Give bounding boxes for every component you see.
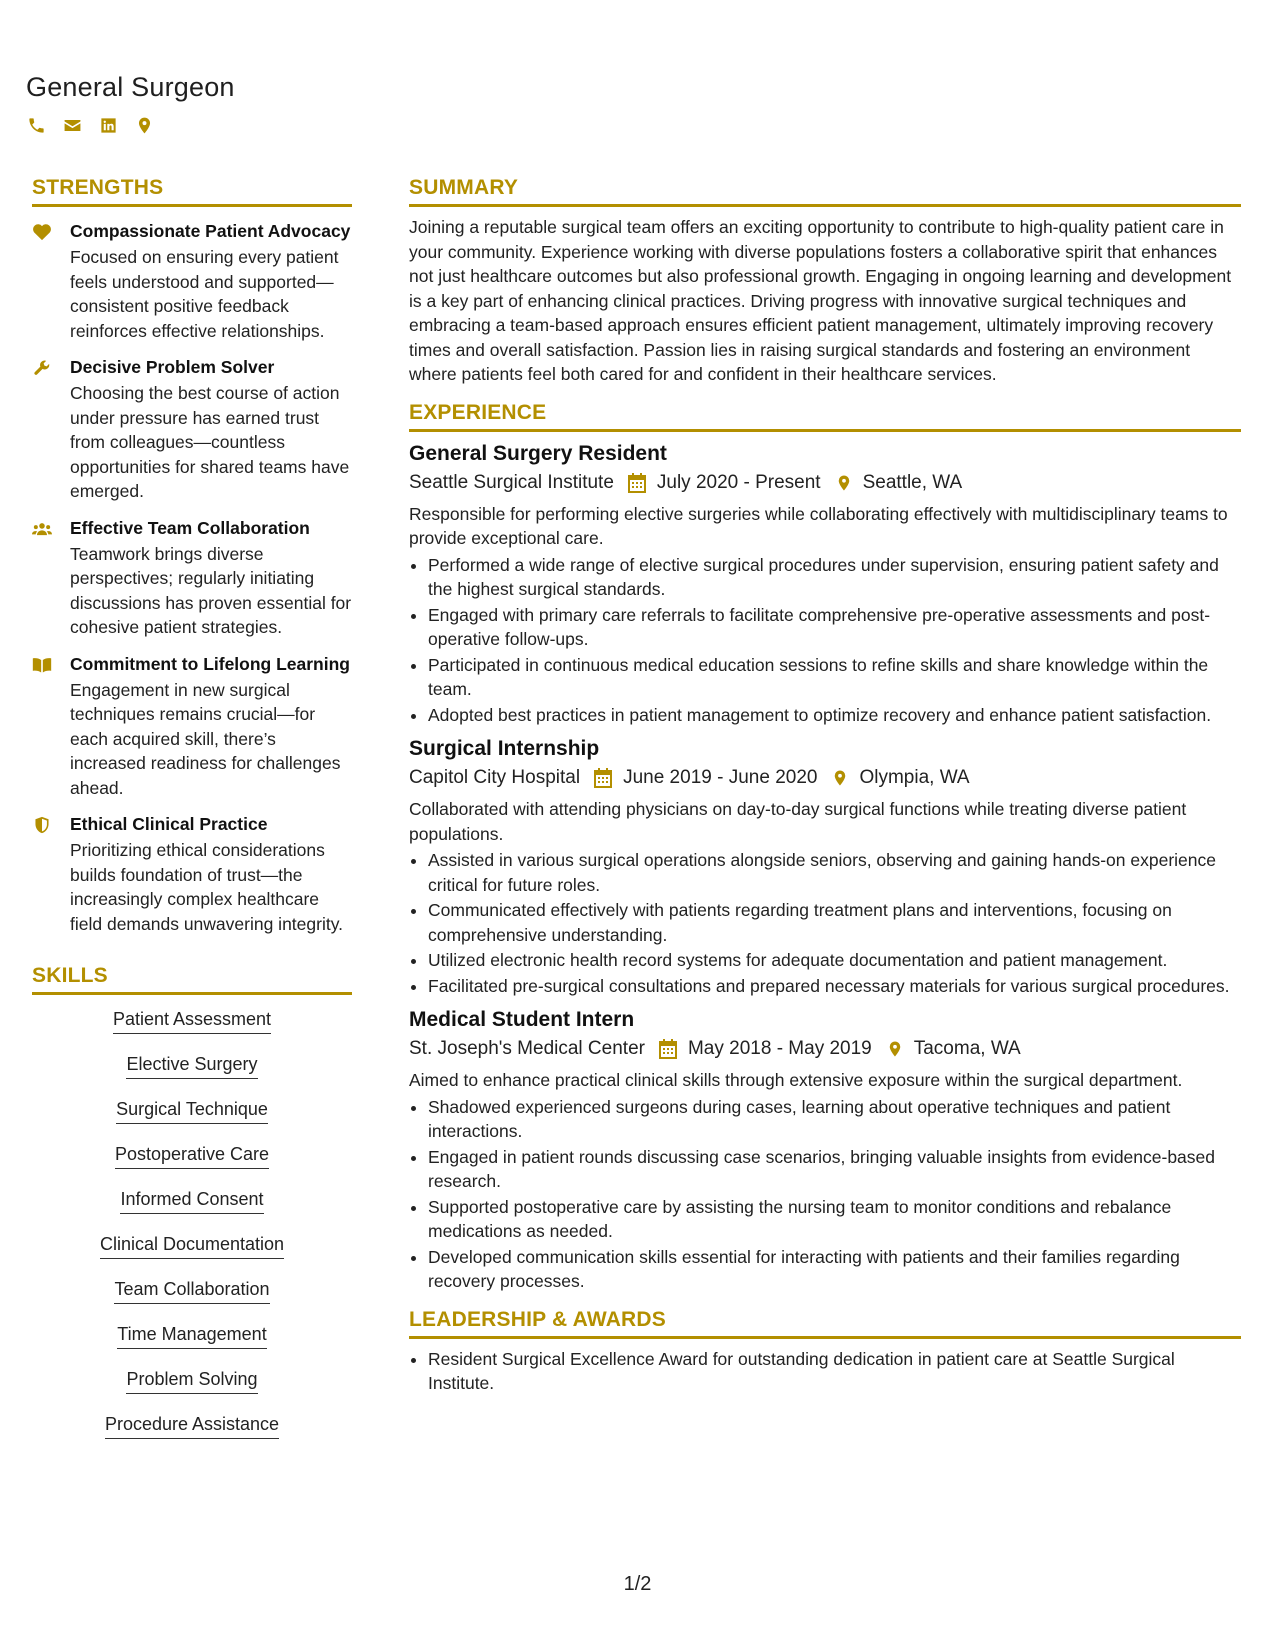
left-column [32, 176, 352, 1459]
page-number: 1/2 [623, 1573, 652, 1595]
calendar-icon [594, 768, 612, 788]
list-item: • Shadowed experienced surgeons during cases, learning about operative techniques and patient interactions. [428, 1095, 1241, 1144]
map-pin-icon [831, 767, 849, 789]
awards-list [409, 1347, 1241, 1396]
skill-tag: Elective Surgery [126, 1054, 257, 1079]
calendar-icon [628, 473, 646, 493]
list-item: • Supported postoperative care by assisting the nursing team to monitor conditions and rebalance medications as needed. [428, 1195, 1241, 1244]
strength-title: Ethical Clinical Practice [70, 814, 268, 834]
job-meta [409, 767, 1241, 789]
shield-icon [32, 816, 70, 834]
map-pin-icon[interactable] [135, 116, 154, 135]
list-item: • Participated in continuous medical education sessions to refine skills and share knowledge within the team. [428, 653, 1241, 702]
calendar-icon [659, 1039, 677, 1059]
skill-tag: Time Management [117, 1324, 266, 1349]
job-title: Surgical Internship [409, 737, 600, 760]
strength-title: Compassionate Patient Advocacy [70, 221, 351, 241]
job-dates: May 2018 - May 2019 [687, 1038, 872, 1059]
strength-item [32, 518, 352, 640]
skill-tag: Surgical Technique [116, 1099, 268, 1124]
strength-text: Prioritizing ethical considerations builds foundation of trust—the increasingly complex healthcare field demands unwavering integrity. [70, 840, 344, 934]
job-entry [409, 737, 1241, 998]
skills-list [32, 1009, 352, 1459]
job-dates: June 2019 - June 2020 [623, 767, 818, 788]
strength-text: Choosing the best course of action under pressure has earned trust from colleagues—countless opportunities for shared teams have emerged. [70, 383, 350, 501]
job-location: Olympia, WA [859, 767, 970, 788]
book-icon [32, 656, 70, 674]
list-item: • Utilized electronic health record systems for adequate documentation and patient management. [428, 948, 1241, 973]
job-location: Seattle, WA [862, 471, 963, 493]
leadership-heading: LEADERSHIP & AWARDS [409, 1308, 1241, 1339]
strength-item [32, 654, 352, 801]
users-icon [32, 520, 70, 538]
list-item: • Developed communication skills essential for interacting with patients and their families regarding recovery processes. [428, 1245, 1241, 1294]
job-bullets [409, 848, 1241, 998]
job-meta [409, 472, 1241, 494]
strength-text: Focused on ensuring every patient feels understood and supported—consistent positive feedback reinforces effective relationships. [70, 247, 339, 341]
skill-tag: Informed Consent [120, 1189, 263, 1214]
job-title: Medical Student Intern [409, 1008, 635, 1031]
list-item: • Engaged in patient rounds discussing case scenarios, bringing valuable insights from evidence-based research. [428, 1145, 1241, 1194]
map-pin-icon [886, 1038, 904, 1060]
job-bullets [409, 553, 1241, 728]
strength-item [32, 814, 352, 936]
job-description: Aimed to enhance practical clinical skills through extensive exposure within the surgical department. [409, 1070, 1183, 1090]
strength-title: Decisive Problem Solver [70, 357, 275, 377]
contact-icons [26, 116, 235, 135]
job-title: General Surgery Resident [409, 441, 667, 465]
list-item: • Communicated effectively with patients regarding treatment plans and interventions, focusing on comprehensive understanding. [428, 898, 1241, 947]
skill-tag: Postoperative Care [115, 1144, 269, 1169]
strength-text: Teamwork brings diverse perspectives; regularly initiating discussions has proven essential for cohesive patient strategies. [70, 543, 352, 637]
heart-icon [32, 223, 70, 241]
job-bullets [409, 1095, 1241, 1294]
strength-item [32, 221, 352, 343]
job-entry [409, 1008, 1241, 1294]
skill-tag: Patient Assessment [113, 1009, 271, 1034]
summary-heading: SUMMARY [409, 176, 1241, 207]
job-entry [409, 442, 1241, 728]
skill-tag: Problem Solving [126, 1369, 257, 1394]
strengths-heading: STRENGTHS [32, 176, 352, 207]
company-name: Capitol City Hospital [409, 767, 581, 788]
resume-header [26, 72, 235, 135]
skills-heading: SKILLS [32, 964, 352, 995]
list-item: • Adopted best practices in patient management to optimize recovery and enhance patient satisfaction. [428, 703, 1241, 728]
candidate-name: General Surgeon [26, 72, 235, 102]
strength-title: Commitment to Lifelong Learning [70, 653, 350, 674]
company-name: St. Joseph's Medical Center [409, 1038, 645, 1059]
envelope-icon[interactable] [63, 116, 82, 135]
phone-icon[interactable] [27, 116, 46, 135]
job-description: Collaborated with attending physicians on day-to-day surgical functions while treating diverse patient populations. [409, 799, 1187, 844]
list-item: • Performed a wide range of elective surgical procedures under supervision, ensuring patient safety and the highest surgical standards. [428, 553, 1241, 602]
list-item: • Engaged with primary care referrals to facilitate comprehensive pre-operative assessments and post-operative follow-ups. [428, 603, 1241, 652]
job-dates: July 2020 - Present [656, 471, 821, 493]
linkedin-icon[interactable] [99, 116, 118, 135]
list-item: • Resident Surgical Excellence Award for outstanding dedication in patient care at Seattle Surgical Institute. [428, 1347, 1241, 1396]
list-item: • Assisted in various surgical operations alongside seniors, observing and gaining hands-on experience critical for future roles. [428, 848, 1241, 897]
strength-title: Effective Team Collaboration [70, 517, 310, 538]
experience-heading: EXPERIENCE [409, 401, 1241, 432]
summary-text: Joining a reputable surgical team offers an exciting opportunity to contribute to high-quality patient care in your community. Experience working with diverse populations fosters a collaborative spirit that enhances not just healthcare outcomes but also professional growth. Engaging in ongoing learning and development is a key part of enhancing clinical practices. Driving progress with innovative surgical techniques and embracing a team-based approach ensures efficient patient management, ultimately improving recovery times and overall satisfaction. Passion lies in raising surgical standards and fostering an environment where patients feel both cared for and confident in their healthcare services. [409, 217, 1232, 384]
list-item: • Facilitated pre-surgical consultations and prepared necessary materials for various surgical procedures. [428, 974, 1241, 999]
job-location: Tacoma, WA [913, 1038, 1021, 1059]
skill-tag: Team Collaboration [114, 1279, 269, 1304]
skill-tag: Clinical Documentation [100, 1234, 284, 1259]
job-meta [409, 1038, 1241, 1060]
job-description: Responsible for performing elective surgeries while collaborating effectively with multidisciplinary teams to provide exceptional care. [409, 503, 1228, 548]
company-name: Seattle Surgical Institute [409, 471, 614, 493]
wrench-icon [32, 359, 70, 377]
strength-text: Engagement in new surgical techniques remains crucial—for each acquired skill, there’s increased readiness for challenges ahead. [70, 679, 341, 798]
skill-tag: Procedure Assistance [105, 1414, 279, 1439]
map-pin-icon [835, 472, 853, 494]
right-column [409, 176, 1241, 1397]
strength-item [32, 357, 352, 504]
